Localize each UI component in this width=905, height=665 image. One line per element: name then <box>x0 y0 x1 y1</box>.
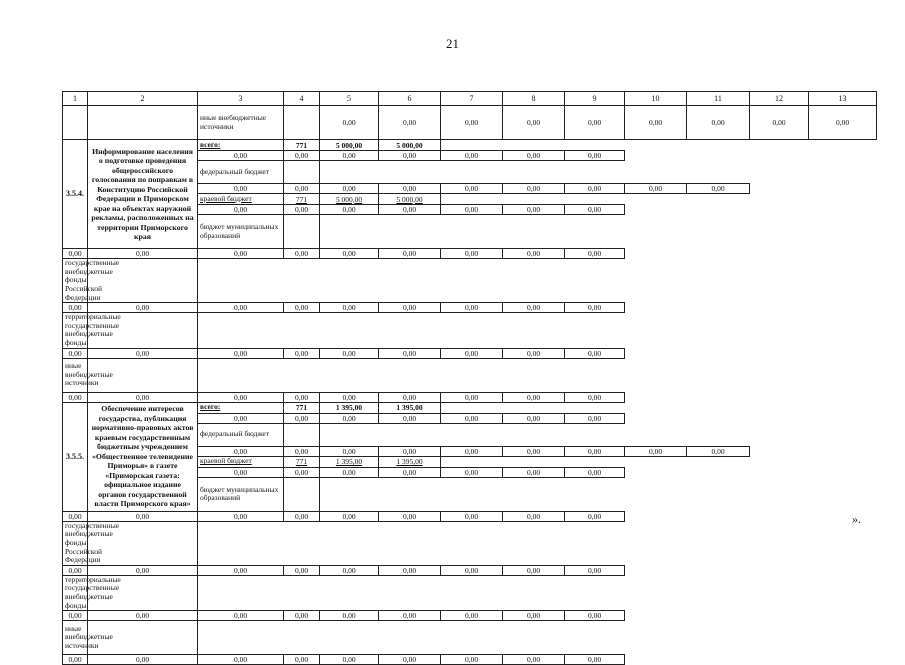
value-cell: 0,00 <box>565 205 625 215</box>
value-cell: 0,00 <box>63 655 88 665</box>
value-cell: 0,00 <box>320 565 379 575</box>
value-cell: 0,00 <box>88 249 198 259</box>
kbk-cell <box>284 215 320 249</box>
value-cell: 0,00 <box>320 392 379 402</box>
table-row-total <box>63 402 877 413</box>
kbk-cell <box>284 161 320 184</box>
value-cell: 0,00 <box>687 184 750 194</box>
value-cell: 0,00 <box>284 467 320 477</box>
value-cell: 0,00 <box>320 348 379 358</box>
value-cell: 0,00 <box>63 611 88 621</box>
value-cell: 0,00 <box>198 249 284 259</box>
section-code: 3.5.5. <box>63 402 88 511</box>
value-cell: 5 000,00 <box>379 140 441 151</box>
value-cell: 0,00 <box>379 348 441 358</box>
section-name: Обеспечение интересов государства, публикация нормативно-правовых актов краевым государственным бюджетным учреждением «Общественное телевидение Приморья» в газете «Приморская газета: официальное издание органов государственной власти Приморского края» <box>88 402 198 511</box>
header-cell: 11 <box>687 92 750 106</box>
value-cell: 0,00 <box>379 249 441 259</box>
value-cell: 0,00 <box>379 467 441 477</box>
value-cell: 0,00 <box>63 392 88 402</box>
value-cell: 0,00 <box>441 151 503 161</box>
value-cell: 0,00 <box>687 106 750 140</box>
value-cell: 0,00 <box>565 303 625 313</box>
value-cell: 0,00 <box>320 467 379 477</box>
empty-cell <box>88 106 198 140</box>
value-cell: 0,00 <box>503 392 565 402</box>
value-cell: 0,00 <box>320 413 379 423</box>
kbk-cell <box>284 477 320 511</box>
value-cell: 0,00 <box>565 106 625 140</box>
value-cell: 0,00 <box>63 249 88 259</box>
header-cell: 7 <box>441 92 503 106</box>
value-cell: 0,00 <box>809 106 877 140</box>
section-3-5-4 <box>63 140 877 403</box>
table-row <box>63 313 877 349</box>
value-cell: 0,00 <box>441 106 503 140</box>
kbk-cell: 771 <box>284 402 320 413</box>
value-cell: 0,00 <box>198 348 284 358</box>
header-cell: 12 <box>750 92 809 106</box>
value-cell: 0,00 <box>320 205 379 215</box>
table-row <box>63 358 877 392</box>
header-cell: 4 <box>284 92 320 106</box>
value-cell: 0,00 <box>441 303 503 313</box>
value-cell: 0,00 <box>503 205 565 215</box>
table-row <box>63 621 877 655</box>
value-cell: 0,00 <box>565 392 625 402</box>
budget-table <box>62 91 877 665</box>
value-cell: 0,00 <box>320 655 379 665</box>
value-cell: 0,00 <box>503 151 565 161</box>
source-label: бюджет муниципальных образований <box>198 477 284 511</box>
value-cell: 0,00 <box>284 565 320 575</box>
value-cell: 0,00 <box>379 655 441 665</box>
value-cell: 0,00 <box>88 655 198 665</box>
table-row <box>63 575 877 611</box>
value-cell: 0,00 <box>88 511 198 521</box>
value-cell: 0,00 <box>284 655 320 665</box>
value-cell: 0,00 <box>284 446 320 456</box>
kbk-cell <box>284 106 320 140</box>
kbk-cell: 771 <box>284 194 320 205</box>
value-cell: 0,00 <box>320 611 379 621</box>
value-cell: 0,00 <box>441 413 503 423</box>
header-row <box>63 92 877 106</box>
value-cell: 0,00 <box>441 205 503 215</box>
value-cell: 0,00 <box>565 655 625 665</box>
value-cell: 0,00 <box>284 511 320 521</box>
table-row <box>63 259 877 303</box>
value-cell: 0,00 <box>379 184 441 194</box>
value-cell: 0,00 <box>441 348 503 358</box>
value-cell: 0,00 <box>320 249 379 259</box>
value-cell: 0,00 <box>198 655 284 665</box>
value-cell: 0,00 <box>565 511 625 521</box>
value-cell: 0,00 <box>625 184 687 194</box>
value-cell: 0,00 <box>198 467 284 477</box>
value-cell: 0,00 <box>565 184 625 194</box>
value-cell: 0,00 <box>441 249 503 259</box>
value-cell: 0,00 <box>88 303 198 313</box>
value-cell: 0,00 <box>198 446 284 456</box>
value-cell: 0,00 <box>379 413 441 423</box>
source-label: федеральный бюджет <box>198 423 284 446</box>
value-cell: 0,00 <box>503 249 565 259</box>
value-cell: 0,00 <box>379 151 441 161</box>
value-cell: 0,00 <box>565 249 625 259</box>
value-cell: 0,00 <box>198 392 284 402</box>
value-cell: 0,00 <box>503 348 565 358</box>
value-cell: 0,00 <box>565 413 625 423</box>
value-cell: 0,00 <box>687 446 750 456</box>
value-cell: 0,00 <box>379 565 441 575</box>
value-cell: 0,00 <box>565 467 625 477</box>
source-label: иные внебюджетные источники <box>198 106 284 140</box>
value-cell: 0,00 <box>503 565 565 575</box>
kbk-cell: 771 <box>284 456 320 467</box>
source-label: бюджет муниципальных образований <box>198 215 284 249</box>
kbk-cell: 771 <box>284 140 320 151</box>
value-cell: 0,00 <box>198 511 284 521</box>
value-cell: 0,00 <box>625 106 687 140</box>
value-cell: 0,00 <box>88 392 198 402</box>
header-cell: 10 <box>625 92 687 106</box>
value-cell: 0,00 <box>565 151 625 161</box>
value-cell: 0,00 <box>198 151 284 161</box>
value-cell: 0,00 <box>503 655 565 665</box>
value-cell: 0,00 <box>320 446 379 456</box>
source-label: краевой бюджет <box>198 194 284 205</box>
value-cell: 0,00 <box>284 611 320 621</box>
value-cell: 0,00 <box>320 511 379 521</box>
source-label: федеральный бюджет <box>198 161 284 184</box>
value-cell: 0,00 <box>565 565 625 575</box>
value-cell: 0,00 <box>320 303 379 313</box>
value-cell: 0,00 <box>441 511 503 521</box>
kbk-cell <box>284 423 320 446</box>
value-cell: 0,00 <box>379 511 441 521</box>
value-cell: 0,00 <box>441 446 503 456</box>
value-cell: 0,00 <box>503 611 565 621</box>
value-cell: 0,00 <box>625 446 687 456</box>
source-label: всего: <box>198 402 284 413</box>
table-row-total <box>63 140 877 151</box>
value-cell: 0,00 <box>284 151 320 161</box>
value-cell: 0,00 <box>284 249 320 259</box>
value-cell: 0,00 <box>198 184 284 194</box>
table-row <box>63 106 877 140</box>
source-label: государственные внебюджетные фонды Российской Федерации <box>63 259 88 303</box>
value-cell: 1 395,00 <box>379 402 441 413</box>
header-cell: 9 <box>565 92 625 106</box>
value-cell: 0,00 <box>503 106 565 140</box>
value-cell: 0,00 <box>441 184 503 194</box>
value-cell: 0,00 <box>88 611 198 621</box>
value-cell: 0,00 <box>198 205 284 215</box>
source-label: краевой бюджет <box>198 456 284 467</box>
header-cell: 2 <box>88 92 198 106</box>
section-3-5-5 <box>63 402 877 665</box>
source-label: государственные внебюджетные фонды Российской Федерации <box>63 521 88 565</box>
value-cell: 0,00 <box>441 655 503 665</box>
value-cell: 5 000,00 <box>320 140 379 151</box>
value-cell: 0,00 <box>284 205 320 215</box>
value-cell: 0,00 <box>441 565 503 575</box>
value-cell: 0,00 <box>284 303 320 313</box>
value-cell: 0,00 <box>503 511 565 521</box>
value-cell: 0,00 <box>503 467 565 477</box>
value-cell: 0,00 <box>565 611 625 621</box>
empty-cell <box>63 106 88 140</box>
section-name: Информирование населения о подготовке проведения общероссийского голосования по поправкам в Конституцию Российской Федерации в Приморском крае на объектах наружной рекламы, расположенных на территории Приморского края <box>88 140 198 249</box>
value-cell: 0,00 <box>284 392 320 402</box>
header-cell: 13 <box>809 92 877 106</box>
header-cell: 5 <box>320 92 379 106</box>
value-cell: 0,00 <box>565 348 625 358</box>
value-cell: 1 395,00 <box>379 456 441 467</box>
value-cell: 0,00 <box>320 184 379 194</box>
closing-quote: ». <box>852 512 861 526</box>
value-cell: 0,00 <box>63 348 88 358</box>
value-cell: 0,00 <box>63 511 88 521</box>
value-cell: 0,00 <box>503 413 565 423</box>
value-cell: 0,00 <box>63 303 88 313</box>
value-cell: 0,00 <box>320 106 379 140</box>
source-label: территориальные государственные внебюджетные фонды <box>63 575 88 611</box>
value-cell: 0,00 <box>379 392 441 402</box>
header-cell: 8 <box>503 92 565 106</box>
header-cell: 3 <box>198 92 284 106</box>
value-cell: 0,00 <box>63 565 88 575</box>
value-cell: 0,00 <box>88 348 198 358</box>
header-cell: 1 <box>63 92 88 106</box>
value-cell: 0,00 <box>379 303 441 313</box>
value-cell: 0,00 <box>198 413 284 423</box>
section-code: 3.5.4. <box>63 140 88 249</box>
value-cell: 1 395,00 <box>320 456 379 467</box>
page-number: 21 <box>446 36 459 51</box>
value-cell: 5 000,00 <box>379 194 441 205</box>
value-cell: 0,00 <box>284 413 320 423</box>
value-cell: 0,00 <box>379 611 441 621</box>
table-row <box>63 521 877 565</box>
value-cell: 0,00 <box>379 205 441 215</box>
value-cell: 0,00 <box>88 565 198 575</box>
value-cell: 0,00 <box>441 611 503 621</box>
source-label: иные внебюджетные источники <box>63 358 88 392</box>
value-cell: 0,00 <box>750 106 809 140</box>
value-cell: 0,00 <box>379 446 441 456</box>
value-cell: 0,00 <box>320 151 379 161</box>
source-label: территориальные государственные внебюджетные фонды <box>63 313 88 349</box>
value-cell: 0,00 <box>198 565 284 575</box>
value-cell: 0,00 <box>565 446 625 456</box>
value-cell: 0,00 <box>379 106 441 140</box>
source-label: всего: <box>198 140 284 151</box>
value-cell: 0,00 <box>503 184 565 194</box>
value-cell: 0,00 <box>198 611 284 621</box>
value-cell: 0,00 <box>441 392 503 402</box>
value-cell: 0,00 <box>503 303 565 313</box>
value-cell: 0,00 <box>284 348 320 358</box>
value-cell: 0,00 <box>284 184 320 194</box>
value-cell: 0,00 <box>441 467 503 477</box>
value-cell: 1 395,00 <box>320 402 379 413</box>
source-label: иные внебюджетные источники <box>63 621 88 655</box>
header-cell: 6 <box>379 92 441 106</box>
value-cell: 0,00 <box>503 446 565 456</box>
value-cell: 5 000,00 <box>320 194 379 205</box>
value-cell: 0,00 <box>198 303 284 313</box>
